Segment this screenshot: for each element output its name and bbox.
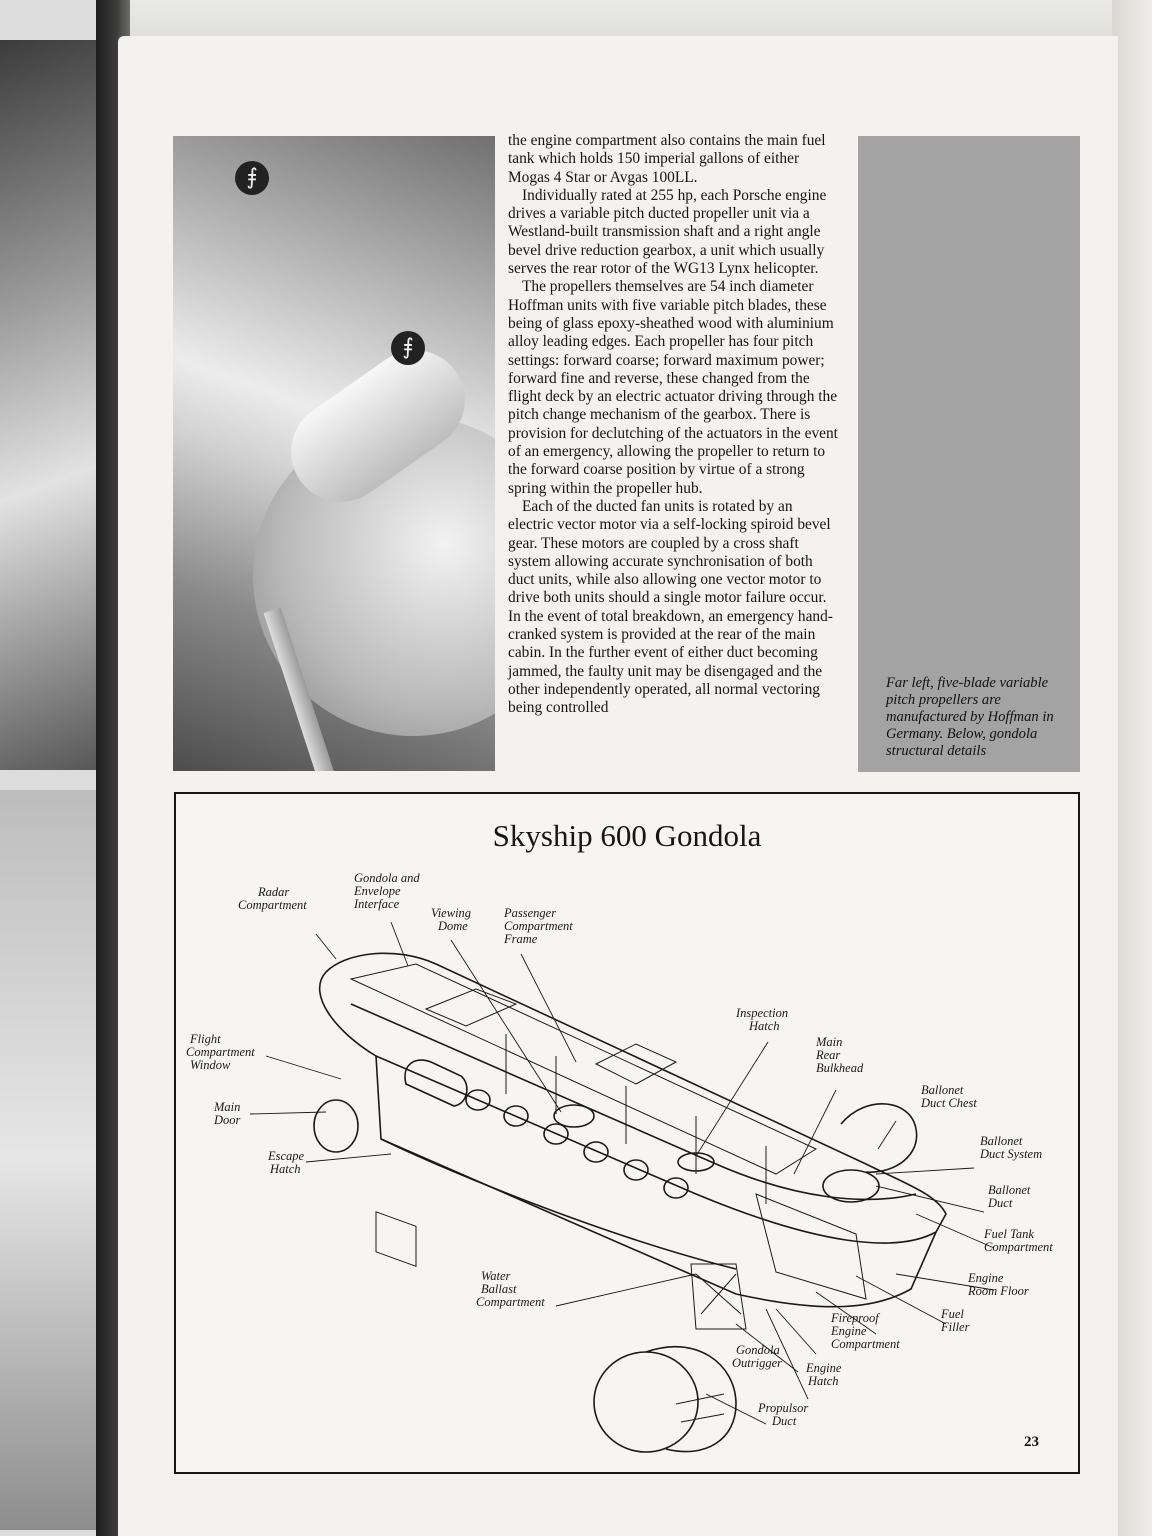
gondola-drawing	[176, 794, 1078, 1472]
photo-caption: Far left, five-blade variable pitch propellers are manufactured by Hoffman in Germany. Below, gondola structural details	[886, 675, 1054, 759]
article-paragraph: Each of the ducted fan units is rotated by an electric vector motor via a self-locking spiroid bevel gear. These motors are coupled by a cross shaft system allowing accurate synchronisation of both duct units, while also allowing one vector motor to drive both units should a single motor failure occur. In the event of total breakdown, an emergency hand-cranked system is provided at the rear of the main cabin. In the further event of either duct becoming jammed, the faulty unit may be disengaged and the other independently operated, all normal vectoring being controlled	[508, 497, 833, 717]
page-number: 23	[1024, 1434, 1039, 1450]
label-main-rear-bulkhead: Main Rear Bulkhead	[816, 1035, 864, 1075]
facing-page-fragment	[0, 0, 110, 1536]
article-body	[508, 132, 838, 782]
facing-page-photo-top	[0, 40, 110, 770]
label-fuel-tank-compartment: Fuel Tank Compartment	[984, 1227, 1053, 1254]
label-main-door: Main Door	[214, 1100, 241, 1127]
label-flight-compartment-window: Flight Compartment Window	[186, 1032, 255, 1072]
gondola-diagram	[174, 792, 1080, 1474]
facing-page-photo-bottom	[0, 790, 110, 1530]
magazine-page	[118, 36, 1118, 1536]
label-radar-compartment: Radar Compartment	[238, 885, 307, 912]
label-ballonet-duct-chest: Ballonet Duct Chest	[921, 1083, 977, 1110]
label-propulsor-duct: Propulsor Duct	[758, 1401, 809, 1428]
hoffman-logo: ⨎	[391, 331, 425, 365]
cabin-windows	[405, 1060, 688, 1198]
gondola-outrigger	[691, 1264, 746, 1329]
main-door	[314, 1100, 358, 1152]
label-water-ballast-compartment: Water Ballast Compartment	[476, 1269, 545, 1309]
label-escape-hatch: Escape Hatch	[268, 1149, 305, 1176]
gondola-hull-floor	[376, 1056, 936, 1307]
article-paragraph: the engine compartment also contains the main fuel tank which holds 150 imperial gallons of either Mogas 4 Star or Avgas 100LL.	[508, 132, 826, 186]
propeller-photo	[173, 136, 495, 771]
label-ballonet-duct: Ballonet Duct	[988, 1183, 1031, 1210]
label-gondola-outrigger: Gondola Outrigger	[732, 1343, 782, 1370]
propulsor-duct	[594, 1352, 698, 1452]
ballonet-duct-chest	[841, 1104, 917, 1172]
hoffman-logo: ⨎	[235, 161, 269, 195]
label-inspection-hatch: Inspection Hatch	[736, 1006, 789, 1033]
label-passenger-compartment-frame: Passenger Compartment Frame	[504, 906, 573, 946]
label-ballonet-duct-system: Ballonet Duct System	[980, 1134, 1043, 1161]
label-gondola-envelope-interface: Gondola and Envelope Interface	[354, 871, 420, 911]
caption-panel	[858, 136, 1080, 772]
label-engine-hatch: Engine Hatch	[806, 1361, 842, 1388]
viewing-dome	[554, 1105, 594, 1127]
label-fuel-filler: Fuel Filler	[941, 1307, 970, 1334]
diagram-title: Skyship 600 Gondola	[492, 818, 762, 853]
label-engine-room-floor: Engine Room Floor	[968, 1271, 1029, 1298]
background-right	[1112, 0, 1152, 1536]
label-viewing-dome: Viewing Dome	[431, 906, 472, 933]
article-paragraph: Individually rated at 255 hp, each Porsche engine drives a variable pitch ducted propeller unit via a Westland-built transmission shaft and a right angle bevel drive reduction gearbox, a unit which usually serves the rear rotor of the WG13 Lynx helicopter.	[508, 186, 827, 278]
article-paragraph: The propellers themselves are 54 inch diameter Hoffman units with five variable pitch blades, these being of glass epoxy-sheathed wood with aluminium alloy leading edges. Each propeller has four pitch settings: forward coarse; forward maximum power; forward fine and reverse, these changed from the flight deck by an electric actuator driving through the pitch change mechanism of the gearbox. There is provision for declutching of the actuators in the event of an emergency, allowing the propeller to return to the forward coarse position by virtue of a strong spring within the propeller hub.	[508, 278, 838, 497]
label-fireproof-engine-compartment: Fireproof Engine Compartment	[831, 1311, 900, 1351]
